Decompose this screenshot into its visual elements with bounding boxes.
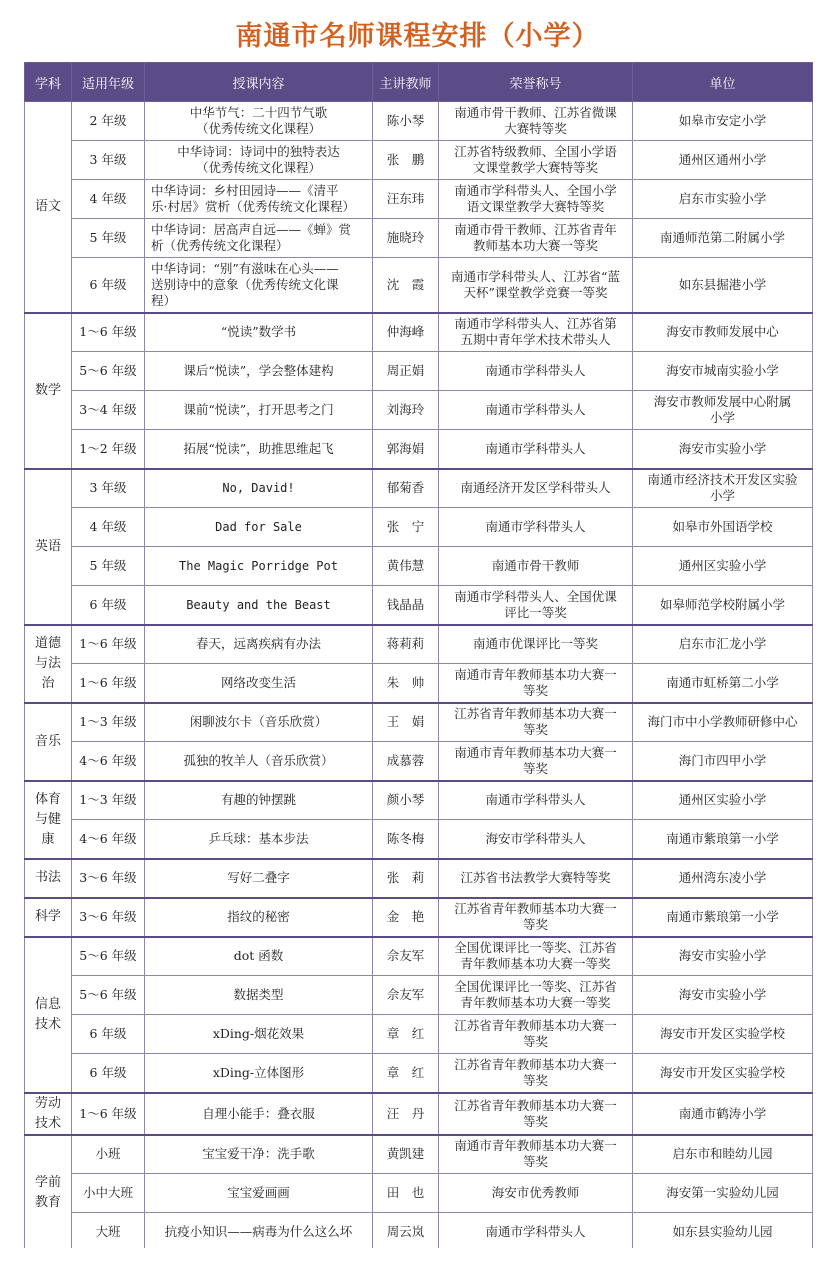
teacher-cell: 黄凯建 xyxy=(373,1135,439,1174)
unit-cell: 启东市汇龙小学 xyxy=(633,625,813,664)
honor-cell: 江苏省青年教师基本功大赛一 等奖 xyxy=(439,703,633,742)
honor-cell: 江苏省青年教师基本功大赛一 等奖 xyxy=(439,1093,633,1135)
table-row xyxy=(25,664,813,703)
grade-cell: 6 年级 xyxy=(72,1054,145,1093)
honor-cell: 江苏省青年教师基本功大赛一 等奖 xyxy=(439,1054,633,1093)
grade-cell: 3 年级 xyxy=(72,469,145,508)
page-bottom-margin xyxy=(0,1248,835,1280)
unit-cell: 如东县实验幼儿园 xyxy=(633,1213,813,1252)
content-cell: 宝宝爱画画 xyxy=(145,1174,373,1213)
table-row xyxy=(25,180,813,219)
honor-cell: 海安市学科带头人 xyxy=(439,820,633,859)
teacher-cell: 颜小琴 xyxy=(373,781,439,820)
content-cell: The Magic Porridge Pot xyxy=(145,547,373,586)
teacher-cell: 钱晶晶 xyxy=(373,586,439,625)
honor-cell: 海安市优秀教师 xyxy=(439,1174,633,1213)
grade-cell: 5 年级 xyxy=(72,547,145,586)
teacher-cell: 周正娟 xyxy=(373,352,439,391)
table-row xyxy=(25,586,813,625)
subject-cell: 数学 xyxy=(25,313,72,469)
table-row xyxy=(25,258,813,313)
unit-cell: 通州湾东凌小学 xyxy=(633,859,813,898)
table-row xyxy=(25,1015,813,1054)
subject-cell: 英语 xyxy=(25,469,72,625)
grade-cell: 3～6 年级 xyxy=(72,898,145,937)
grade-cell: 3～4 年级 xyxy=(72,391,145,430)
grade-cell: 1～6 年级 xyxy=(72,664,145,703)
content-cell: 自理小能手：叠衣服 xyxy=(145,1093,373,1135)
teacher-cell: 仲海峰 xyxy=(373,313,439,352)
table-row xyxy=(25,742,813,781)
header-unit: 单位 xyxy=(633,63,813,102)
grade-cell: 1～2 年级 xyxy=(72,430,145,469)
grade-cell: 6 年级 xyxy=(72,1015,145,1054)
unit-cell: 海安市教师发展中心附属 小学 xyxy=(633,391,813,430)
teacher-cell: 朱 帅 xyxy=(373,664,439,703)
content-cell: 有趣的钟摆跳 xyxy=(145,781,373,820)
content-cell: 中华诗词：乡村田园诗——《清平 乐·村居》赏析（优秀传统文化课程） xyxy=(145,180,373,219)
teacher-cell: 汪东玮 xyxy=(373,180,439,219)
content-cell: 中华诗词：“别”有滋味在心头—— 送别诗中的意象（优秀传统文化课 程） xyxy=(145,258,373,313)
honor-cell: 南通市学科带头人 xyxy=(439,781,633,820)
table-row xyxy=(25,547,813,586)
honor-cell: 南通市青年教师基本功大赛一 等奖 xyxy=(439,1135,633,1174)
teacher-cell: 章 红 xyxy=(373,1015,439,1054)
unit-cell: 海安市实验小学 xyxy=(633,937,813,976)
honor-cell: 南通市骨干教师、江苏省微课 大赛特等奖 xyxy=(439,102,633,141)
honor-cell: 南通市骨干教师 xyxy=(439,547,633,586)
content-cell: 抗疫小知识——病毒为什么这么坏 xyxy=(145,1213,373,1252)
table-header-row xyxy=(25,63,813,102)
honor-cell: 南通市学科带头人、全国小学 语文课堂教学大赛特等奖 xyxy=(439,180,633,219)
content-cell: Dad for Sale xyxy=(145,508,373,547)
content-cell: xDing-立体图形 xyxy=(145,1054,373,1093)
teacher-cell: 郭海娟 xyxy=(373,430,439,469)
honor-cell: 南通市学科带头人 xyxy=(439,430,633,469)
subject-cell: 劳动 技术 xyxy=(25,1093,72,1135)
teacher-cell: 周云岚 xyxy=(373,1213,439,1252)
table-row xyxy=(25,469,813,508)
honor-cell: 南通市学科带头人 xyxy=(439,508,633,547)
grade-cell: 6 年级 xyxy=(72,586,145,625)
table-row xyxy=(25,102,813,141)
teacher-cell: 王 娟 xyxy=(373,703,439,742)
content-cell: 中华节气：二十四节气歌 （优秀传统文化课程） xyxy=(145,102,373,141)
teacher-cell: 施晓玲 xyxy=(373,219,439,258)
grade-cell: 4～6 年级 xyxy=(72,820,145,859)
honor-cell: 南通市优课评比一等奖 xyxy=(439,625,633,664)
grade-cell: 1～6 年级 xyxy=(72,625,145,664)
subject-cell: 信息 技术 xyxy=(25,937,72,1093)
honor-cell: 全国优课评比一等奖、江苏省 青年教师基本功大赛一等奖 xyxy=(439,937,633,976)
table-row xyxy=(25,1135,813,1174)
subject-cell: 语文 xyxy=(25,102,72,313)
subject-cell: 体育 与健 康 xyxy=(25,781,72,859)
unit-cell: 海门市中小学教师研修中心 xyxy=(633,703,813,742)
honor-cell: 南通市学科带头人 xyxy=(439,1213,633,1252)
grade-cell: 小中大班 xyxy=(72,1174,145,1213)
teacher-cell: 汪 丹 xyxy=(373,1093,439,1135)
content-cell: 孤独的牧羊人（音乐欣赏） xyxy=(145,742,373,781)
header-content: 授课内容 xyxy=(145,63,373,102)
table-row xyxy=(25,976,813,1015)
header-honor: 荣誉称号 xyxy=(439,63,633,102)
subject-cell: 音乐 xyxy=(25,703,72,781)
grade-cell: 5 年级 xyxy=(72,219,145,258)
teacher-cell: 刘海玲 xyxy=(373,391,439,430)
teacher-cell: 佘友军 xyxy=(373,937,439,976)
unit-cell: 海安第一实验幼儿园 xyxy=(633,1174,813,1213)
teacher-cell: 陈冬梅 xyxy=(373,820,439,859)
table-row xyxy=(25,313,813,352)
honor-cell: 江苏省书法教学大赛特等奖 xyxy=(439,859,633,898)
grade-cell: 4 年级 xyxy=(72,180,145,219)
teacher-cell: 章 红 xyxy=(373,1054,439,1093)
grade-cell: 4 年级 xyxy=(72,508,145,547)
unit-cell: 如东县掘港小学 xyxy=(633,258,813,313)
grade-cell: 4～6 年级 xyxy=(72,742,145,781)
content-cell: 课前“悦读”，打开思考之门 xyxy=(145,391,373,430)
table-row xyxy=(25,508,813,547)
grade-cell: 1～6 年级 xyxy=(72,313,145,352)
grade-cell: 1～3 年级 xyxy=(72,703,145,742)
content-cell: 中华诗词：诗词中的独特表达 （优秀传统文化课程） xyxy=(145,141,373,180)
course-schedule-table xyxy=(24,62,813,1253)
unit-cell: 通州区实验小学 xyxy=(633,547,813,586)
honor-cell: 南通市骨干教师、江苏省青年 教师基本功大赛一等奖 xyxy=(439,219,633,258)
grade-cell: 6 年级 xyxy=(72,258,145,313)
table-row xyxy=(25,820,813,859)
honor-cell: 南通市学科带头人、江苏省第 五期中青年学术技术带头人 xyxy=(439,313,633,352)
teacher-cell: 成慕蓉 xyxy=(373,742,439,781)
unit-cell: 南通市鹤涛小学 xyxy=(633,1093,813,1135)
header-subject: 学科 xyxy=(25,63,72,102)
grade-cell: 3 年级 xyxy=(72,141,145,180)
honor-cell: 南通市学科带头人 xyxy=(439,352,633,391)
unit-cell: 海门市四甲小学 xyxy=(633,742,813,781)
unit-cell: 南通师范第二附属小学 xyxy=(633,219,813,258)
unit-cell: 启东市和睦幼儿园 xyxy=(633,1135,813,1174)
teacher-cell: 张 宁 xyxy=(373,508,439,547)
honor-cell: 全国优课评比一等奖、江苏省 青年教师基本功大赛一等奖 xyxy=(439,976,633,1015)
unit-cell: 海安市实验小学 xyxy=(633,430,813,469)
content-cell: 网络改变生活 xyxy=(145,664,373,703)
subject-cell: 书法 xyxy=(25,859,72,898)
content-cell: “悦读”数学书 xyxy=(145,313,373,352)
grade-cell: 大班 xyxy=(72,1213,145,1252)
unit-cell: 南通市经济技术开发区实验 小学 xyxy=(633,469,813,508)
teacher-cell: 张 莉 xyxy=(373,859,439,898)
table-row xyxy=(25,781,813,820)
grade-cell: 5～6 年级 xyxy=(72,937,145,976)
grade-cell: 5～6 年级 xyxy=(72,976,145,1015)
teacher-cell: 蒋莉莉 xyxy=(373,625,439,664)
content-cell: 宝宝爱干净：洗手歌 xyxy=(145,1135,373,1174)
content-cell: 写好二叠字 xyxy=(145,859,373,898)
content-cell: 拓展“悦读”，助推思维起飞 xyxy=(145,430,373,469)
unit-cell: 南通市虹桥第二小学 xyxy=(633,664,813,703)
subject-cell: 道德 与法 治 xyxy=(25,625,72,703)
unit-cell: 海安市实验小学 xyxy=(633,976,813,1015)
table-row xyxy=(25,219,813,258)
grade-cell: 2 年级 xyxy=(72,102,145,141)
page-title: 南通市名师课程安排（小学） xyxy=(235,21,600,52)
honor-cell: 南通市学科带头人 xyxy=(439,391,633,430)
content-cell: dot 函数 xyxy=(145,937,373,976)
teacher-cell: 金 艳 xyxy=(373,898,439,937)
content-cell: 指纹的秘密 xyxy=(145,898,373,937)
content-cell: 课后“悦读”，学会整体建构 xyxy=(145,352,373,391)
header-grade: 适用年级 xyxy=(72,63,145,102)
content-cell: No, David! xyxy=(145,469,373,508)
grade-cell: 小班 xyxy=(72,1135,145,1174)
unit-cell: 海安市开发区实验学校 xyxy=(633,1015,813,1054)
content-cell: 春天，远离疾病有办法 xyxy=(145,625,373,664)
unit-cell: 海安市教师发展中心 xyxy=(633,313,813,352)
content-cell: xDing-烟花效果 xyxy=(145,1015,373,1054)
honor-cell: 南通市青年教师基本功大赛一 等奖 xyxy=(439,742,633,781)
content-cell: 数据类型 xyxy=(145,976,373,1015)
table-row xyxy=(25,430,813,469)
honor-cell: 南通市学科带头人、全国优课 评比一等奖 xyxy=(439,586,633,625)
content-cell: 乒乓球：基本步法 xyxy=(145,820,373,859)
unit-cell: 通州区通州小学 xyxy=(633,141,813,180)
unit-cell: 海安市开发区实验学校 xyxy=(633,1054,813,1093)
honor-cell: 南通经济开发区学科带头人 xyxy=(439,469,633,508)
table-row xyxy=(25,141,813,180)
subject-cell: 科学 xyxy=(25,898,72,937)
honor-cell: 江苏省青年教师基本功大赛一 等奖 xyxy=(439,898,633,937)
table-row xyxy=(25,625,813,664)
honor-cell: 江苏省青年教师基本功大赛一 等奖 xyxy=(439,1015,633,1054)
grade-cell: 3～6 年级 xyxy=(72,859,145,898)
teacher-cell: 佘友军 xyxy=(373,976,439,1015)
teacher-cell: 沈 霞 xyxy=(373,258,439,313)
table-row xyxy=(25,1213,813,1252)
unit-cell: 南通市紫琅第一小学 xyxy=(633,820,813,859)
unit-cell: 如皋师范学校附属小学 xyxy=(633,586,813,625)
unit-cell: 如皋市外国语学校 xyxy=(633,508,813,547)
unit-cell: 启东市实验小学 xyxy=(633,180,813,219)
table-row xyxy=(25,1054,813,1093)
content-cell: Beauty and the Beast xyxy=(145,586,373,625)
table-row xyxy=(25,898,813,937)
unit-cell: 海安市城南实验小学 xyxy=(633,352,813,391)
table-row xyxy=(25,1174,813,1213)
teacher-cell: 陈小琴 xyxy=(373,102,439,141)
unit-cell: 南通市紫琅第一小学 xyxy=(633,898,813,937)
content-cell: 中华诗词：居高声自远——《蝉》赏 析（优秀传统文化课程） xyxy=(145,219,373,258)
teacher-cell: 张 鹏 xyxy=(373,141,439,180)
teacher-cell: 田 也 xyxy=(373,1174,439,1213)
header-teacher: 主讲教师 xyxy=(373,63,439,102)
table-row xyxy=(25,352,813,391)
table-row xyxy=(25,859,813,898)
grade-cell: 1～3 年级 xyxy=(72,781,145,820)
table-row xyxy=(25,1093,813,1135)
content-cell: 闲聊波尔卡（音乐欣赏） xyxy=(145,703,373,742)
subject-cell: 学前 教育 xyxy=(25,1135,72,1252)
grade-cell: 1～6 年级 xyxy=(72,1093,145,1135)
honor-cell: 南通市青年教师基本功大赛一 等奖 xyxy=(439,664,633,703)
table-row xyxy=(25,937,813,976)
table-body xyxy=(25,102,813,1252)
teacher-cell: 黄伟慧 xyxy=(373,547,439,586)
honor-cell: 江苏省特级教师、全国小学语 文课堂教学大赛特等奖 xyxy=(439,141,633,180)
table-row xyxy=(25,703,813,742)
unit-cell: 如皋市安定小学 xyxy=(633,102,813,141)
teacher-cell: 郁菊香 xyxy=(373,469,439,508)
unit-cell: 通州区实验小学 xyxy=(633,781,813,820)
honor-cell: 南通市学科带头人、江苏省“蓝 天杯”课堂教学竞赛一等奖 xyxy=(439,258,633,313)
table-row xyxy=(25,391,813,430)
grade-cell: 5～6 年级 xyxy=(72,352,145,391)
